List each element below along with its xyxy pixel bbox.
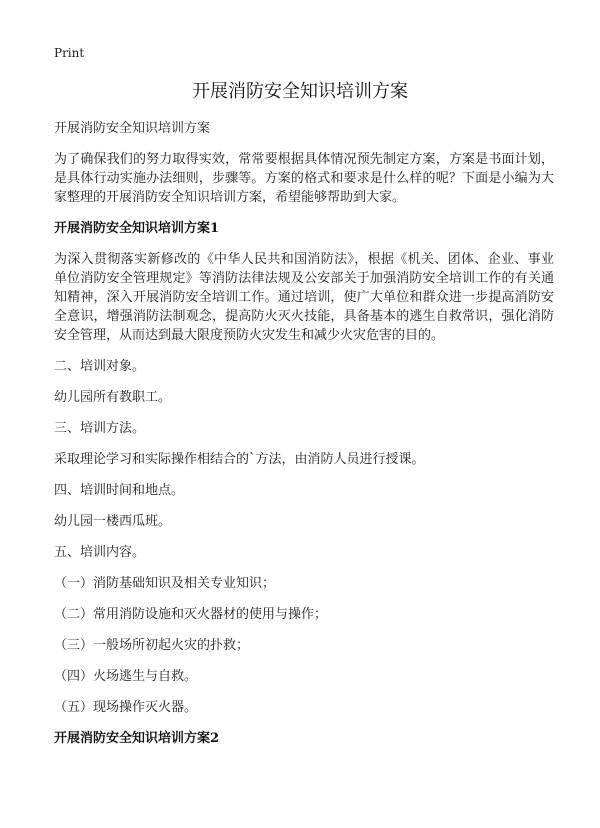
content-list-item: （四）火场逃生与自救。 xyxy=(54,669,198,684)
intro-paragraph: 为了确保我们的努力取得实效，常常要根据具体情况预先制定方案，方案是书面计划，是具体行动实施办法细则，步骤等。方案的格式和要求是什么样的呢？下面是小编为大家整理的开展消防安全知识培训方案，希望能够帮助到大家。 xyxy=(54,152,554,205)
content-list-item: （五）现场操作灭火器。 xyxy=(54,700,198,715)
content-list-item: （三）一般场所初起火灾的扑救； xyxy=(54,638,250,653)
page-title: 开展消防安全知识培训方案 xyxy=(192,81,408,102)
section-1-paragraph: 为深入贯彻落实新修改的《中华人民共和国消防法》，根据《机关、团体、企业、事业单位消防安全管理规定》等消防法律法规及公安部关于加强消防安全培训工作的有关通知精神，深入开展消防安全培训工作。通过培训，使广大单位和群众进一步提高消防安全意识，增强消防法制观念，提高防火灭火技能，具备基本的逃生自救常识，强化消防安全管理，从而达到最大限度预防火灾发生和减少火灾危害的目的。 xyxy=(54,252,554,343)
training-time-heading: 四、培训时间和地点。 xyxy=(54,483,185,498)
section-heading-1: 开展消防安全知识培训方案1 xyxy=(54,221,220,236)
content-list-item: （一）消防基础知识及相关专业知识； xyxy=(54,576,276,591)
training-method-text: 采取理论学习和实际操作相结合的`方法，由消防人员进行授课。 xyxy=(54,452,425,467)
training-target-heading: 二、培训对象。 xyxy=(54,359,146,374)
training-target-text: 幼儿园所有教职工。 xyxy=(54,390,172,405)
content-list-item: （二）常用消防设施和灭火器材的使用与操作； xyxy=(54,607,328,622)
training-time-text: 幼儿园一楼西瓜班。 xyxy=(54,514,172,529)
section-heading-2: 开展消防安全知识培训方案2 xyxy=(54,731,220,746)
training-method-heading: 三、培训方法。 xyxy=(54,421,146,436)
training-content-heading: 五、培训内容。 xyxy=(54,545,146,560)
document-subtitle: 开展消防安全知识培训方案 xyxy=(54,121,211,136)
document-body xyxy=(54,119,554,760)
print-link[interactable]: Print xyxy=(54,46,85,60)
